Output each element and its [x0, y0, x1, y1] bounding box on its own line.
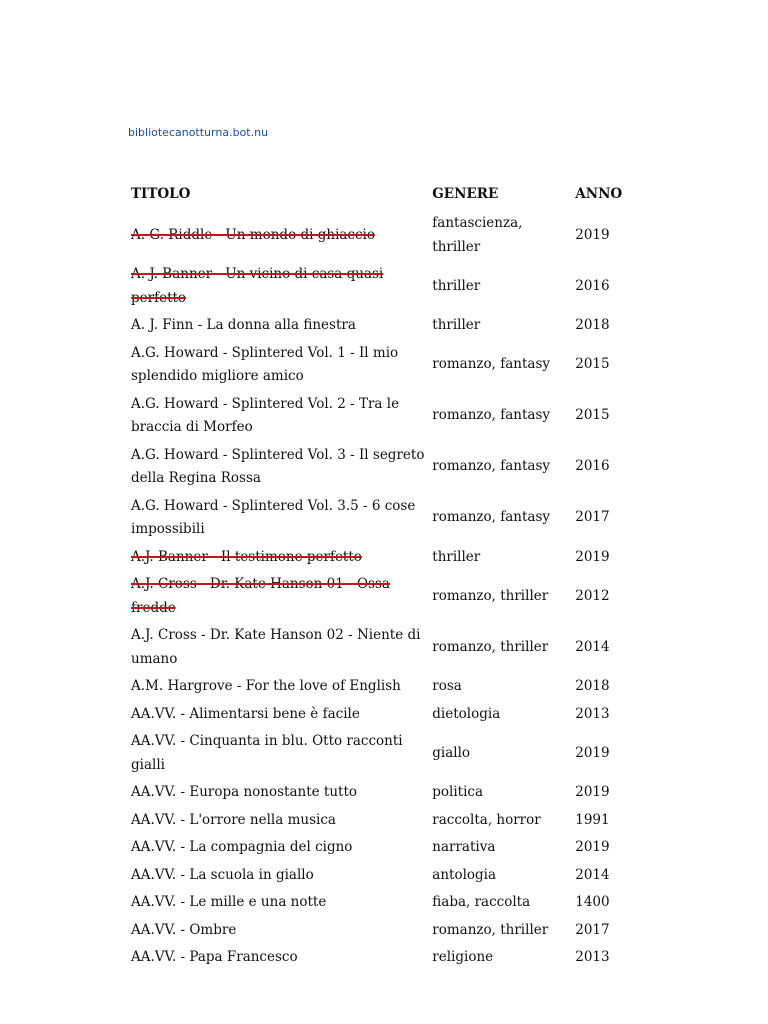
book-title: [128, 391, 429, 442]
book-title: [128, 312, 429, 340]
book-title: [128, 622, 429, 673]
book-title: [128, 673, 429, 701]
table-row: [128, 862, 638, 890]
book-title: [128, 862, 429, 890]
book-title-text: A.G. Howard - Splintered Vol. 1 - Il mio splendido migliore amico: [131, 344, 399, 384]
book-title-text: A.G. Howard - Splintered Vol. 3.5 - 6 cose impossibili: [131, 497, 416, 537]
book-title-text: A.G. Howard - Splintered Vol. 3 - Il segreto della Regina Rossa: [131, 446, 425, 486]
book-year: 2019: [575, 744, 610, 761]
table-row: [128, 779, 638, 807]
book-title-text: AA.VV. - Le mille e una notte: [131, 894, 327, 910]
book-genre: thriller: [432, 317, 481, 333]
table-row: [128, 673, 638, 701]
book-title-text: A.J. Cross - Dr. Kate Hanson 02 - Niente di umano: [131, 627, 421, 667]
book-year: 2012: [575, 587, 610, 604]
book-genre: thriller: [432, 277, 481, 294]
book-year: 2017: [575, 509, 610, 526]
book-genre: dietologia: [432, 705, 501, 722]
header-year: ANNO: [575, 186, 623, 202]
book-title-text: AA.VV. - L'orrore nella musica: [131, 811, 336, 828]
book-title: [128, 701, 429, 729]
book-title: [128, 340, 429, 391]
book-title: [128, 261, 429, 312]
table-row: [128, 442, 638, 493]
book-year: 2018: [575, 317, 610, 333]
book-genre: fiaba, raccolta: [432, 894, 531, 910]
book-title-text: A. G. Riddle - Un mondo di ghiaccio: [131, 226, 376, 243]
site-link[interactable]: bibliotecanotturna.bot.nu: [128, 126, 269, 139]
table-row: [128, 312, 638, 340]
book-genre: raccolta, horror: [432, 811, 541, 828]
book-year: 2013: [575, 705, 610, 722]
table-row: [128, 834, 638, 862]
table-row: [128, 261, 638, 312]
book-title-text: A.J. Cross - Dr. Kate Hanson 01 - Ossa fredde: [131, 576, 390, 616]
book-genre: romanzo, thriller: [432, 638, 549, 655]
book-year: 2019: [575, 839, 610, 855]
book-genre: romanzo, fantasy: [432, 509, 550, 526]
table-row: [128, 917, 638, 945]
book-title-text: AA.VV. - Cinquanta in blu. Otto racconti gialli: [131, 733, 403, 773]
table-row: [128, 544, 638, 572]
book-title: [128, 728, 429, 779]
book-genre: giallo: [432, 744, 471, 761]
book-year: 2019: [575, 226, 610, 243]
table-header-row: [128, 180, 638, 210]
table-row: [128, 391, 638, 442]
table-row: [128, 493, 638, 544]
book-title-text: AA.VV. - La compagnia del cigno: [131, 839, 353, 855]
table-row: [128, 571, 638, 622]
book-year: 1991: [575, 811, 610, 828]
book-year: 2013: [575, 949, 610, 965]
book-title-text: A.G. Howard - Splintered Vol. 2 - Tra le braccia di Morfeo: [131, 395, 400, 435]
table-row: [128, 340, 638, 391]
book-genre: romanzo, fantasy: [432, 356, 550, 373]
header-genre: GENERE: [432, 186, 499, 202]
book-title: [128, 779, 429, 807]
book-genre: romanzo, fantasy: [432, 407, 550, 424]
book-genre: thriller: [432, 548, 481, 565]
book-year: 2015: [575, 356, 610, 373]
book-year: 2015: [575, 407, 610, 424]
book-genre: religione: [432, 949, 494, 965]
book-year: 2018: [575, 678, 610, 694]
book-title-text: A.J. Banner - Il testimone perfetto: [131, 548, 362, 565]
book-title: [128, 571, 429, 622]
book-genre: romanzo, thriller: [432, 587, 549, 604]
book-title: [128, 944, 429, 972]
book-title-text: A. J. Finn - La donna alla finestra: [131, 317, 356, 333]
table-row: [128, 944, 638, 972]
table-row: [128, 622, 638, 673]
book-year: 2019: [575, 548, 610, 565]
book-title: [128, 917, 429, 945]
book-title: [128, 889, 429, 917]
book-title-text: A. J. Banner - Un vicino di casa quasi perfetto: [131, 266, 384, 306]
book-title-text: AA.VV. - Alimentarsi bene è facile: [131, 705, 360, 722]
book-year: 2017: [575, 921, 610, 938]
book-genre: romanzo, fantasy: [432, 458, 550, 475]
book-year: 2016: [575, 458, 610, 475]
table-body: [128, 210, 638, 972]
book-title: [128, 807, 429, 835]
book-title: [128, 442, 429, 493]
book-title-text: A.M. Hargrove - For the love of English: [131, 678, 401, 694]
book-title-text: AA.VV. - Ombre: [131, 921, 237, 938]
table-row: [128, 701, 638, 729]
book-genre: narrativa: [432, 839, 496, 855]
table-row: [128, 889, 638, 917]
book-year: 2019: [575, 784, 610, 800]
book-title-text: AA.VV. - La scuola in giallo: [131, 866, 314, 883]
book-year: 2014: [575, 638, 610, 655]
book-genre: romanzo, thriller: [432, 921, 549, 938]
table-row: [128, 807, 638, 835]
book-genre: politica: [432, 784, 484, 800]
book-genre: fantascienza, thriller: [432, 215, 523, 255]
book-genre: rosa: [432, 678, 462, 694]
book-year: 1400: [575, 894, 610, 910]
book-title: [128, 544, 429, 572]
book-title: [128, 493, 429, 544]
table-row: [128, 210, 638, 261]
header-title: TITOLO: [131, 186, 191, 202]
table-row: [128, 728, 638, 779]
book-title: [128, 210, 429, 261]
book-title: [128, 834, 429, 862]
books-table: [128, 180, 638, 972]
book-title-text: AA.VV. - Papa Francesco: [131, 949, 298, 965]
book-title-text: AA.VV. - Europa nonostante tutto: [131, 784, 358, 800]
book-genre: antologia: [432, 866, 497, 883]
book-year: 2014: [575, 866, 610, 883]
book-year: 2016: [575, 277, 610, 294]
